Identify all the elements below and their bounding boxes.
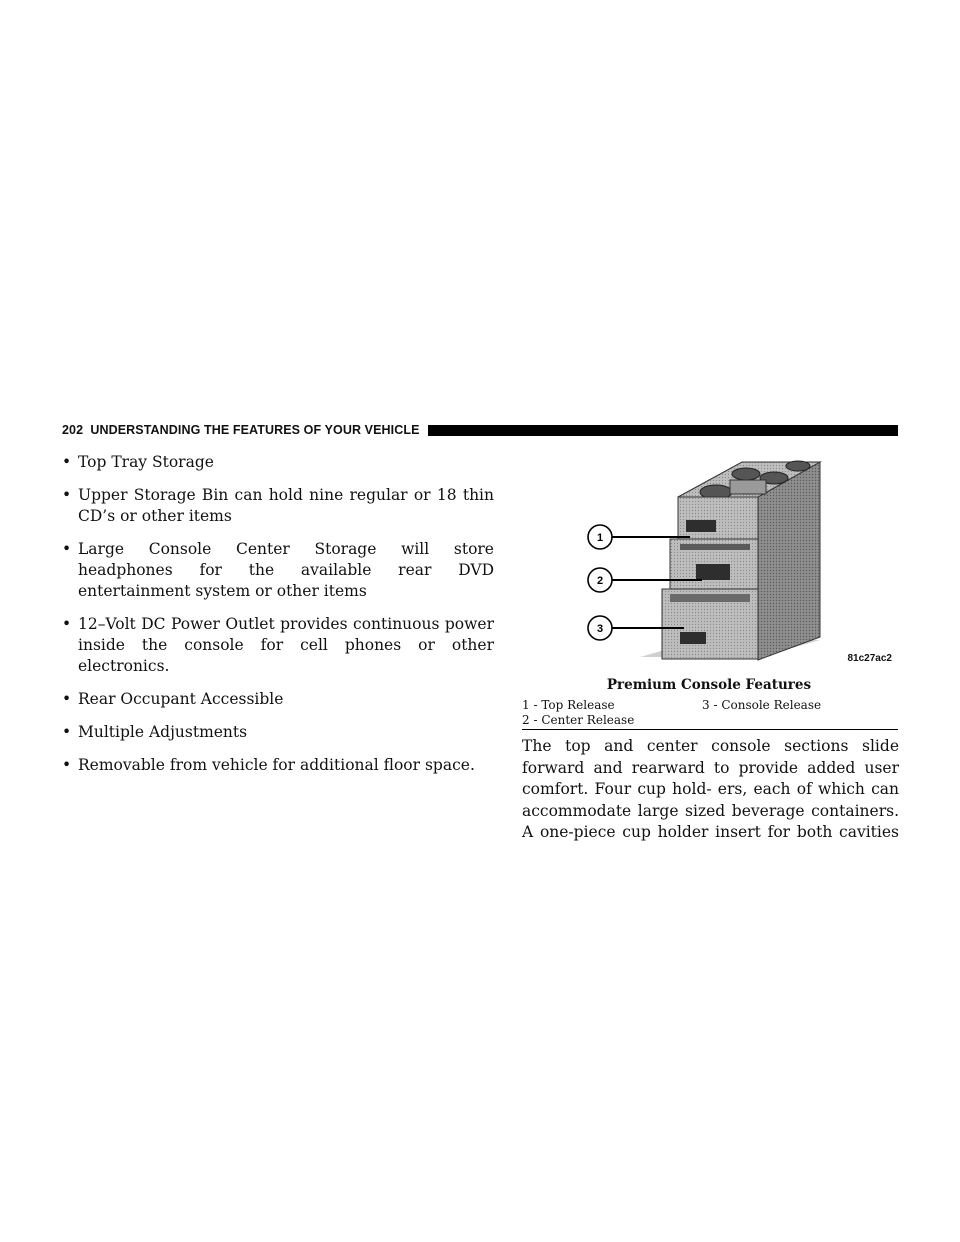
page-header	[62, 421, 898, 439]
list-item	[62, 689, 494, 710]
figure-id: 81c27ac2	[847, 653, 892, 664]
figure-caption: Premium Console Features	[606, 677, 812, 693]
list-item-text: Removable from vehicle for additional floor space.	[78, 756, 475, 774]
bullet-icon: •	[62, 486, 72, 504]
page-header-text	[62, 423, 420, 437]
figure-legend	[522, 698, 898, 730]
list-item-text: Upper Storage Bin can hold nine regular or 18 thin CD’s or other items	[78, 486, 494, 525]
legend-row	[522, 713, 898, 728]
legend-item-2: 2 - Center Release	[522, 713, 635, 727]
header-rule	[428, 425, 898, 436]
bullet-icon: •	[62, 690, 72, 708]
callout-3: 3	[596, 623, 604, 635]
callout-1: 1	[596, 532, 604, 544]
list-item	[62, 722, 494, 743]
bullet-icon: •	[62, 723, 72, 741]
list-item	[62, 755, 494, 776]
list-item-text: Top Tray Storage	[78, 453, 214, 471]
list-item	[62, 614, 494, 677]
body-paragraph: The top and center console sections slide forward and rearward to provide added user comfort. Four cup hold- ers, each of which can accommodate large sized beverage containers. A one-piece cup holder insert for both cavities	[522, 737, 899, 841]
console-illustration	[520, 452, 898, 674]
list-item	[62, 452, 494, 473]
list-item-text: Multiple Adjustments	[78, 723, 248, 741]
list-item-text: Large Console Center Storage will store headphones for the available rear DVD entertainment system or other items	[78, 540, 494, 600]
section-title: UNDERSTANDING THE FEATURES OF YOUR VEHICLE	[90, 423, 420, 437]
list-item-text: Rear Occupant Accessible	[78, 690, 284, 708]
bullet-icon: •	[62, 615, 72, 633]
legend-item-1: 1 - Top Release	[522, 698, 615, 712]
list-item	[62, 539, 494, 602]
legend-row	[522, 698, 898, 713]
legend-item-3: 3 - Console Release	[702, 698, 822, 712]
bullet-icon: •	[62, 756, 72, 774]
console-figure	[520, 452, 898, 674]
list-item	[62, 485, 494, 527]
list-item-text: 12–Volt DC Power Outlet provides continuous power inside the console for cell phones or other electronics.	[78, 615, 494, 675]
feature-list	[62, 452, 494, 776]
bullet-icon: •	[62, 453, 72, 471]
feature-list-column	[62, 452, 494, 788]
callout-2: 2	[596, 575, 604, 587]
page-number: 202	[62, 423, 84, 437]
bullet-icon: •	[62, 540, 72, 558]
